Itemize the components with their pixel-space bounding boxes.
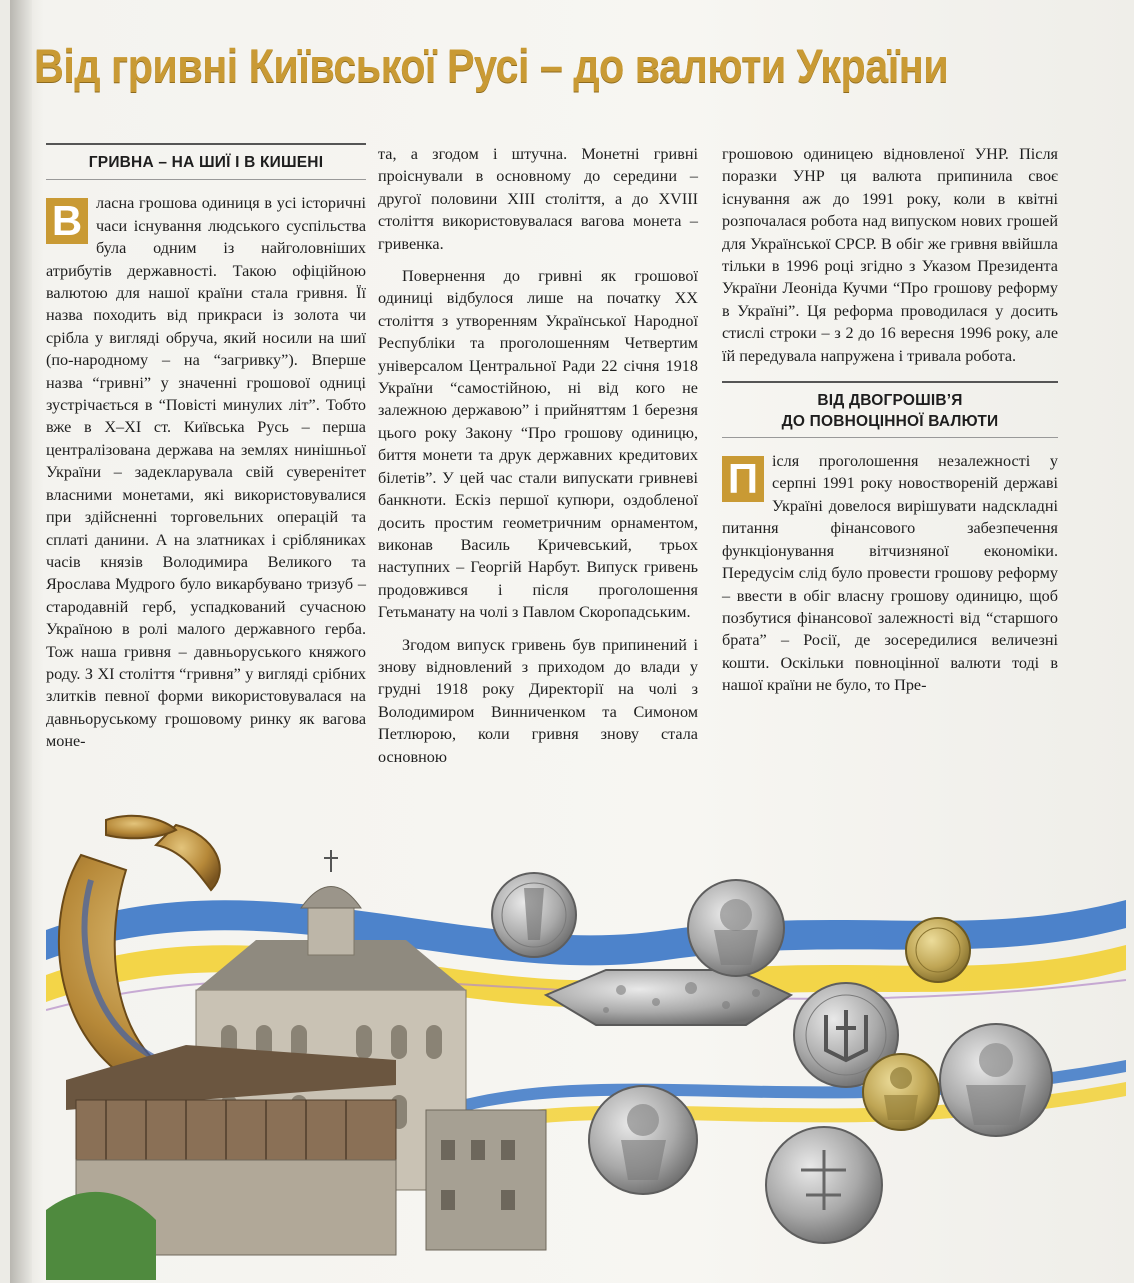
wooden-fortress-gate — [46, 1045, 546, 1280]
silver-ingot-grivna — [546, 970, 791, 1025]
column-3 — [722, 143, 1058, 697]
coin-silver-large — [940, 1024, 1052, 1136]
drop-cap-1: В — [46, 198, 88, 244]
article-paragraph-6 — [722, 450, 1058, 696]
section-heading-2-line-1: ВІД ДВОГРОШІВ’Я — [817, 392, 963, 410]
paragraph-text-1: ласна грошова одиниця в усі історичні часи існування людського суспільства була одним із найголовніших атрибутів державності. Такою офіційною валютою для нашої країни стала гривня. Її назва походить від прикраси із золота чи срібла у вигляді обруча, який носили на шиї (по-народному – на “загривку”). Вперше назва “гривні” у значенні грошової одниці зустрічається в “Повісті минулих літ”. Тобто вже в X–XI ст. Київська Русь – перша централізована держава на землях нинішньої України – задекларувала свій суверенітет власними монетами, які використовувалися при здійсненні торговельних операцій та сплаті данини. А на златниках і срібляниках часів князів Володимира Великого та Ярослава Мудрого було викарбувано тризуб – стародавній герб, успадкований сучасною Україною в ролі малого державного герба. Тож наша гривня – давньоруського княжого роду. З XI століття “гривня” у вигляді срібних злитків певної форми використовувалася на давньоруському грошовому ринку як вагова моне- — [46, 194, 366, 751]
section-heading-1: ГРИВНА – НА ШИЇ І В КИШЕНІ — [46, 143, 366, 180]
article-paragraph-5: грошовою одиницею відновленої УНР. Після поразки УНР ця валюта припинила своє існування аж до 1991 року, коли в квітні розпочалася робота над випуском нових грошей для Української СРСР. В обіг же гривня ввійшла тільки в 1996 році згідно з Указом Президента України Леоніда Кучми “Про грошову реформу в Україні”. Ця реформа проводилася у досить стислі строки – з 2 до 16 вересня 1996 року, але їй передувала напружена і тривала робота. — [722, 145, 1058, 365]
article-paragraph-1 — [46, 192, 366, 752]
illustration-collage — [46, 810, 1126, 1280]
magazine-page — [10, 0, 1134, 1283]
paragraph-text-6: ісля проголошення незалежності у серпні 1991 року новоствореній державі Україні довелося вирішувати надскладні питання фінансового забезпечення функціонування вітчизняної економіки. Передусім слід було провести грошову реформу – ввести в обіг власну грошову одиницю, щоб позбутися фінансової залежності від “старшого брата” – Росії, де зосередилися величезні кошти. Оскільки повноцінної валюти тоді в нашої країни не було, то Пре- — [722, 452, 1058, 695]
page-title: Від гривні Київської Русі – до валюти України — [34, 39, 949, 92]
article-paragraph-4: Згодом випуск гривень був припинений і знову відновлений з приходом до влади у грудні 1918 року Директорії на чолі з Володимиром Винниченком та Симоном Петлюрою, коли гривня знову стала основною — [378, 635, 698, 766]
coin-gold-small — [906, 918, 970, 982]
section-heading-2 — [722, 381, 1058, 438]
coin-silver-1 — [492, 873, 576, 957]
coin-gold-zlatnik — [863, 1054, 939, 1130]
coin-silver-2 — [688, 880, 784, 976]
article-paragraph-3: Повернення до гривні як грошової одиниці відбулося лише на початку XX століття з утворенням Української Народної Республіки та проголошенням Четвертим універсалом Центральної Ради 22 січня 1918 України “самостійною, ні від кого не залежною державою” і прийняттям 1 березня цього року Закону “Про грошову одиницю, биття монети та друк державних кредитових білетів”. У цей час стали випускати гривневі банкноти. Ескіз першої купюри, оздобленої досить простим геометричним орнаментом, виконав Василь Кричевський, трьох наступних – Георгій Нарбут. Випуск гривень продовжився і після проголошення Гетьманату на чолі з Павлом Скоропадським. — [378, 267, 698, 622]
column-2 — [378, 143, 698, 768]
drop-cap-2: П — [722, 456, 764, 502]
coin-silver-4 — [766, 1127, 882, 1243]
article-paragraph-2: та, а згодом і штучна. Монетні гривні проіснували в основному до середини – другої половини XIII століття, а до XVIII століття використовувалася вагова монета – гривенка. — [378, 145, 698, 253]
coin-silver-3 — [589, 1086, 697, 1194]
section-heading-2-line-2: ДО ПОВНОЦІННОЇ ВАЛЮТИ — [781, 413, 999, 431]
column-1 — [46, 143, 366, 753]
